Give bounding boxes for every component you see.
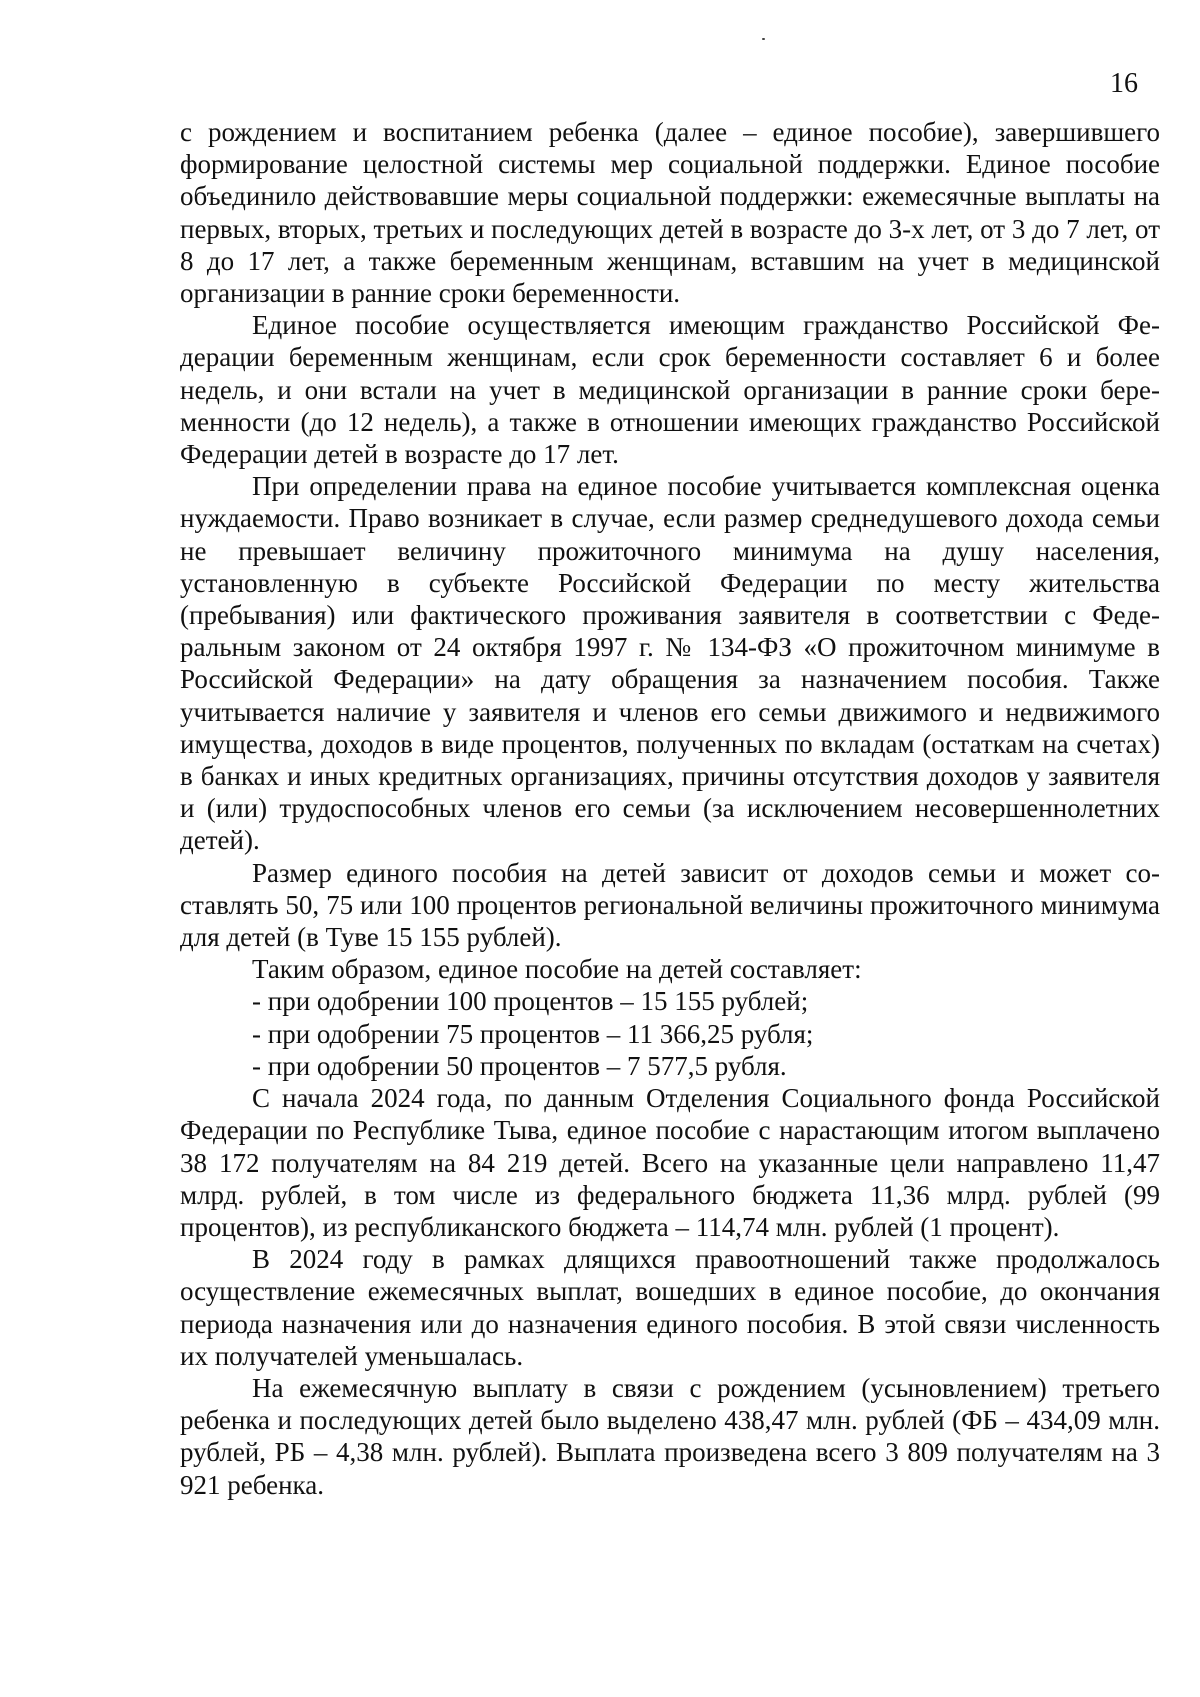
- paragraph-7: В 2024 году в рамках длящихся правоотношений также продолжалось осуществление ежемесячных выплат, вошедших в единое пособие, до окончания периода назначения или до назначения единого пособия. В этой связи численность их получателей уменьшалась.: [180, 1244, 1160, 1371]
- list-item-1: - при одобрении 100 процентов – 15 155 рублей;: [252, 986, 809, 1017]
- scan-speck: [762, 38, 765, 40]
- paragraph-4: Размер единого пособия на детей зависит от доходов семьи и может составлять 50, 75 или 100 процентов региональной величины прожиточного минимума для детей (в Туве 15 155 рублей).: [180, 857, 1160, 953]
- paragraph-6: С начала 2024 года, по данным Отделения Социального фонда Российской Федерации по Республике Тыва, единое пособие с нарастающим итогом выплачено 38 172 получателям на 84 219 детей. Всего на указанные цели направлено 11,47 млрд. рублей, в том числе из федерального бюджета 11,36 млрд. рублей (99 процентов), из республиканского бюджета – 114,74 млн. рублей (1 процент).: [180, 1083, 1160, 1242]
- paragraph-5: Таким образом, единое пособие на детей составляет:: [252, 954, 862, 985]
- list-item-3: - при одобрении 50 процентов – 7 577,5 рубля.: [252, 1050, 787, 1081]
- list-item-2: - при одобрении 75 процентов – 11 366,25 рубля;: [252, 1018, 814, 1049]
- paragraph-1: с рождением и воспитанием ребенка (далее – единое пособие), завершившего формирование целостной системы мер социальной поддержки. Единое пособие объединило действовавшие меры социальной поддержки: ежемесячные выплаты на первых, вторых, третьих и последующих детей в возрасте до 3-х лет, от 3 до 7 лет, от 8 до 17 лет, а также беременным женщинам, вставшим на учет в медицинской организации в ранние сроки беременности.: [180, 117, 1160, 309]
- page-number: 16: [1110, 68, 1138, 99]
- paragraph-2: Единое пособие осуществляется имеющим гражданство Российской Федерации беременным женщинам, если срок беременности составляет 6 и более недель, и они встали на учет в медицинской организации в ранние сроки беременности (до 12 недель), а также в отношении имеющих гражданство Российской Федерации детей в возрасте до 17 лет.: [180, 310, 1160, 470]
- paragraph-8: На ежемесячную выплату в связи с рождением (усыновлением) третьего ребенка и последующих детей было выделено 438,47 млн. рублей (ФБ – 434,09 млн. рублей, РБ – 4,38 млн. рублей). Выплата произведена всего 3 809 получателям на 3 921 ребенка.: [180, 1372, 1160, 1500]
- paragraph-3: При определении права на единое пособие учитывается комплексная оценка нуждаемости. Право возникает в случае, если размер среднедушевого дохода семьи не превышает величину прожиточного минимума на душу населения, установленную в субъекте Российской Федерации по месту жительства (пребывания) или фактического проживания заявителя в соответствии с Федеральным законом от 24 октября 1997 г. № 134-ФЗ «О прожиточном минимуме в Российской Федерации» на дату обращения за назначением пособия. Также учитывается наличие у заявителя и членов его семьи движимого и недвижимого имущества, доходов в виде процентов, полученных по вкладам (остаткам на счетах) в банках и иных кредитных организациях, причины отсутствия доходов у заявителя и (или) трудоспособных членов его семьи (за исключением несовершеннолетних детей).: [180, 471, 1160, 856]
- document-body: [180, 116, 1160, 1501]
